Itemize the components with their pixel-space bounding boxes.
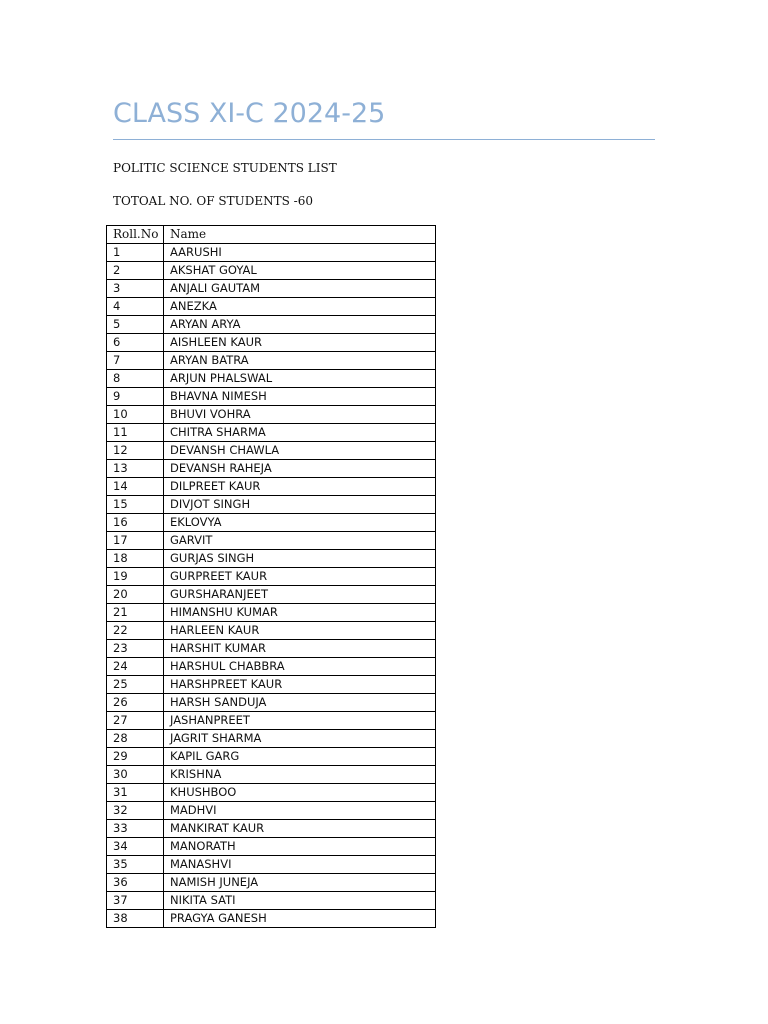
table-row — [107, 334, 436, 352]
student-name-cell: ARYAN ARYA — [164, 316, 436, 334]
roll-number-cell: 9 — [107, 388, 164, 406]
roll-number-cell: 34 — [107, 838, 164, 856]
roll-number-cell: 28 — [107, 730, 164, 748]
table-row — [107, 694, 436, 712]
table-row — [107, 640, 436, 658]
table-row — [107, 784, 436, 802]
student-name-cell: KAPIL GARG — [164, 748, 436, 766]
table-row — [107, 280, 436, 298]
roll-number-cell: 5 — [107, 316, 164, 334]
roll-number-cell: 33 — [107, 820, 164, 838]
roll-number-cell: 4 — [107, 298, 164, 316]
roll-number-cell: 12 — [107, 442, 164, 460]
title-underline — [113, 139, 655, 140]
student-name-cell: KHUSHBOO — [164, 784, 436, 802]
roll-number-cell: 38 — [107, 910, 164, 928]
table-row — [107, 604, 436, 622]
student-name-cell: HARSHIT KUMAR — [164, 640, 436, 658]
student-name-cell: KRISHNA — [164, 766, 436, 784]
table-row — [107, 460, 436, 478]
student-name-cell: BHAVNA NIMESH — [164, 388, 436, 406]
roll-number-cell: 15 — [107, 496, 164, 514]
table-body — [107, 244, 436, 928]
student-name-cell: DEVANSH CHAWLA — [164, 442, 436, 460]
student-name-cell: DIVJOT SINGH — [164, 496, 436, 514]
roll-number-cell: 11 — [107, 424, 164, 442]
roll-number-cell: 10 — [107, 406, 164, 424]
roll-number-cell: 32 — [107, 802, 164, 820]
table-row — [107, 748, 436, 766]
table-row — [107, 388, 436, 406]
column-header-name: Name — [164, 226, 436, 244]
roll-number-cell: 6 — [107, 334, 164, 352]
student-name-cell: EKLOVYA — [164, 514, 436, 532]
student-name-cell: ANEZKA — [164, 298, 436, 316]
student-name-cell: ANJALI GAUTAM — [164, 280, 436, 298]
roll-number-cell: 31 — [107, 784, 164, 802]
roll-number-cell: 13 — [107, 460, 164, 478]
student-name-cell: HARSHUL CHABBRA — [164, 658, 436, 676]
table-row — [107, 676, 436, 694]
table-row — [107, 406, 436, 424]
student-name-cell: AKSHAT GOYAL — [164, 262, 436, 280]
table-row — [107, 244, 436, 262]
roll-number-cell: 1 — [107, 244, 164, 262]
roll-number-cell: 21 — [107, 604, 164, 622]
student-total-line: TOTOAL NO. OF STUDENTS -60 — [113, 194, 313, 208]
table-row — [107, 550, 436, 568]
roll-number-cell: 25 — [107, 676, 164, 694]
roll-number-cell: 30 — [107, 766, 164, 784]
roll-number-cell: 26 — [107, 694, 164, 712]
table-row — [107, 730, 436, 748]
table-row — [107, 892, 436, 910]
column-header-roll: Roll.No — [107, 226, 164, 244]
student-name-cell: JASHANPREET — [164, 712, 436, 730]
student-name-cell: HIMANSHU KUMAR — [164, 604, 436, 622]
student-name-cell: DILPREET KAUR — [164, 478, 436, 496]
student-name-cell: MADHVI — [164, 802, 436, 820]
roll-number-cell: 3 — [107, 280, 164, 298]
roll-number-cell: 7 — [107, 352, 164, 370]
roll-number-cell: 19 — [107, 568, 164, 586]
student-name-cell: DEVANSH RAHEJA — [164, 460, 436, 478]
table-row — [107, 874, 436, 892]
roll-number-cell: 36 — [107, 874, 164, 892]
roll-number-cell: 8 — [107, 370, 164, 388]
student-name-cell: MANORATH — [164, 838, 436, 856]
table-row — [107, 766, 436, 784]
student-name-cell: HARLEEN KAUR — [164, 622, 436, 640]
document-subtitle: POLITIC SCIENCE STUDENTS LIST — [113, 161, 337, 175]
student-name-cell: JAGRIT SHARMA — [164, 730, 436, 748]
student-name-cell: GURPREET KAUR — [164, 568, 436, 586]
table-row — [107, 478, 436, 496]
table-row — [107, 568, 436, 586]
table-row — [107, 838, 436, 856]
table-row — [107, 856, 436, 874]
student-name-cell: ARYAN BATRA — [164, 352, 436, 370]
table-row — [107, 298, 436, 316]
student-name-cell: HARSH SANDUJA — [164, 694, 436, 712]
student-roster-table — [106, 225, 436, 928]
student-name-cell: ARJUN PHALSWAL — [164, 370, 436, 388]
roll-number-cell: 29 — [107, 748, 164, 766]
table-row — [107, 820, 436, 838]
table-row — [107, 586, 436, 604]
roll-number-cell: 22 — [107, 622, 164, 640]
roll-number-cell: 20 — [107, 586, 164, 604]
roll-number-cell: 23 — [107, 640, 164, 658]
student-name-cell: GURJAS SINGH — [164, 550, 436, 568]
student-name-cell: MANKIRAT KAUR — [164, 820, 436, 838]
table-row — [107, 424, 436, 442]
table-row — [107, 514, 436, 532]
table-row — [107, 658, 436, 676]
student-name-cell: NAMISH JUNEJA — [164, 874, 436, 892]
roll-number-cell: 16 — [107, 514, 164, 532]
roll-number-cell: 2 — [107, 262, 164, 280]
student-name-cell: GURSHARANJEET — [164, 586, 436, 604]
student-name-cell: NIKITA SATI — [164, 892, 436, 910]
student-name-cell: GARVIT — [164, 532, 436, 550]
student-name-cell: CHITRA SHARMA — [164, 424, 436, 442]
table-row — [107, 712, 436, 730]
table-row — [107, 316, 436, 334]
table-row — [107, 622, 436, 640]
student-name-cell: BHUVI VOHRA — [164, 406, 436, 424]
table-row — [107, 352, 436, 370]
roll-number-cell: 27 — [107, 712, 164, 730]
roll-number-cell: 17 — [107, 532, 164, 550]
document-title: CLASS XI-C 2024-25 — [113, 98, 386, 129]
student-name-cell: PRAGYA GANESH — [164, 910, 436, 928]
roll-number-cell: 18 — [107, 550, 164, 568]
table-header-row — [107, 226, 436, 244]
roll-number-cell: 35 — [107, 856, 164, 874]
table-row — [107, 802, 436, 820]
student-name-cell: AISHLEEN KAUR — [164, 334, 436, 352]
table-row — [107, 496, 436, 514]
roll-number-cell: 24 — [107, 658, 164, 676]
table-row — [107, 370, 436, 388]
roll-number-cell: 14 — [107, 478, 164, 496]
table-row — [107, 442, 436, 460]
table-row — [107, 262, 436, 280]
student-name-cell: AARUSHI — [164, 244, 436, 262]
table-row — [107, 532, 436, 550]
student-name-cell: MANASHVI — [164, 856, 436, 874]
student-name-cell: HARSHPREET KAUR — [164, 676, 436, 694]
roll-number-cell: 37 — [107, 892, 164, 910]
table-row — [107, 910, 436, 928]
